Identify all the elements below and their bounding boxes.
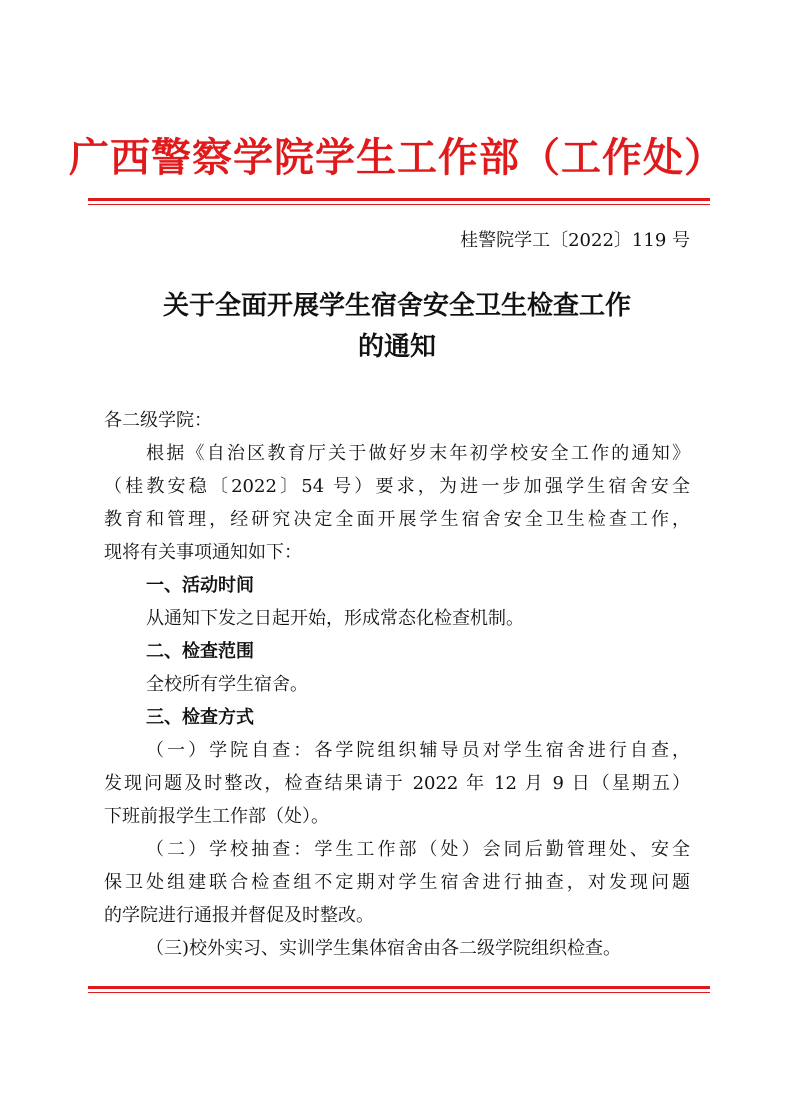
section-3-item-2-line-1: （二）学校抽查：学生工作部（处）会同后勤管理处、安全 [146,839,690,860]
intro-line-3: 教育和管理，经研究决定全面开展学生宿舍安全卫生检查工作， [104,509,690,530]
intro-line-4: 现将有关事项通知如下： [104,542,302,563]
section-3-item-2-line-2: 保卫处组建联合检查组不定期对学生宿舍进行抽查，对发现问题 [104,872,690,893]
header-red-rule-thick [88,198,710,201]
intro-line-2: （桂教安稳〔2022〕54 号）要求，为进一步加强学生宿舍安全 [104,476,690,497]
document-number: 桂警院学工〔2022〕119 号 [460,230,690,251]
section-2-heading: 二、检查范围 [146,641,254,662]
section-3-item-2-line-3: 的学院进行通报并督促及时整改。 [104,905,374,926]
section-1-heading: 一、活动时间 [146,575,254,596]
document-title-line-1: 关于全面开展学生宿舍安全卫生检查工作 [162,291,631,321]
section-3-item-3: （三)校外实习、实训学生集体宿舍由各二级学院组织检查。 [146,938,622,959]
salutation: 各二级学院： [104,410,212,431]
section-3-item-1-line-2: 发现问题及时整改，检查结果请于 2022 年 12 月 9 日（星期五） [104,773,690,794]
section-3-item-1-line-1: （一）学院自查：各学院组织辅导员对学生宿舍进行自查， [146,740,690,761]
section-3-item-1-line-3: 下班前报学生工作部（处）。 [104,806,329,827]
issuing-organization-header: 广西警察学院学生工作部（工作处） [69,134,725,181]
document-title-line-2: 的通知 [357,332,436,362]
footer-red-rule-thin [88,992,710,993]
footer-red-rule-thick [88,986,710,989]
intro-line-1: 根据《自治区教育厅关于做好岁末年初学校安全工作的通知》 [146,443,690,464]
header-red-rule-thin [88,204,710,205]
section-1-text: 从通知下发之日起开始，形成常态化检查机制。 [146,608,524,629]
section-3-heading: 三、检查方式 [146,707,254,728]
section-2-text: 全校所有学生宿舍。 [146,674,308,695]
